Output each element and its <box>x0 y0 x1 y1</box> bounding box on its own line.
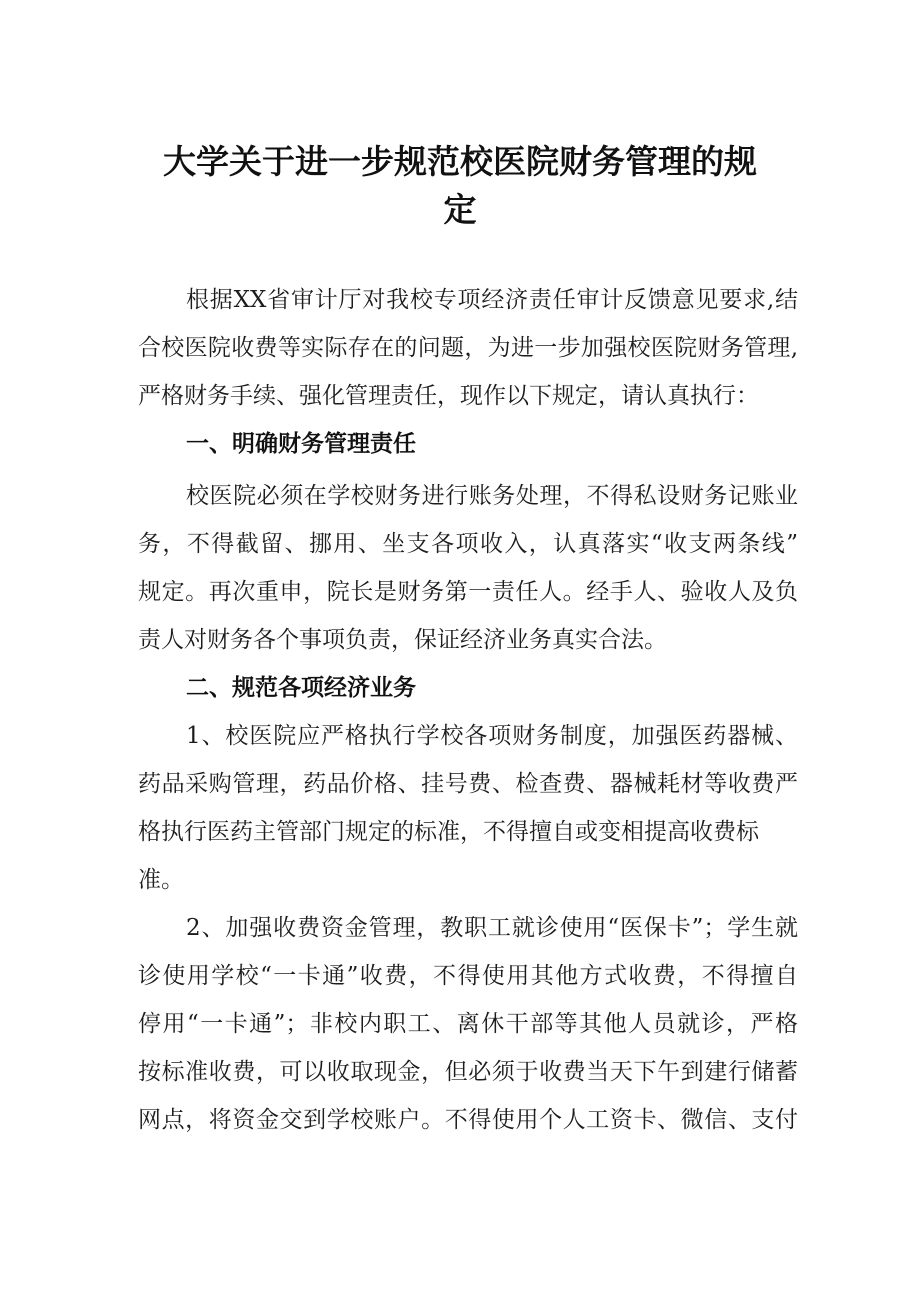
item-2-line-5: 网点，将资金交到学校账户。不得使用个人工资卡、微信、支付 <box>138 1107 798 1133</box>
section-1-line-2: 务，不得截留、挪用、坐支各项收入，认真落实“收支两条线” <box>138 531 798 557</box>
item-2-line-3: 停用“一卡通”；非校内职工、离休干部等其他人员就诊，严格 <box>138 1011 798 1037</box>
item-2-line-2: 诊使用学校“一卡通”收费，不得使用其他方式收费，不得擅自 <box>138 963 798 989</box>
section-1-line-1: 校医院必须在学校财务进行账务处理，不得私设财务记账业 <box>186 483 798 509</box>
document-title-line-2: 定 <box>443 190 477 229</box>
document-title-line-1: 大学关于进一步规范校医院财务管理的规 <box>163 142 757 181</box>
item-1-line-2: 药品采购管理，药品价格、挂号费、检查费、器械耗材等收费严 <box>138 771 798 797</box>
item-1-line-3: 格执行医药主管部门规定的标准，不得擅自或变相提高收费标 <box>138 819 759 845</box>
section-1-line-4: 责人对财务各个事项负责，保证经济业务真实合法。 <box>138 627 667 653</box>
section-1-line-3: 规定。再次重申，院长是财务第一责任人。经手人、验收人及负 <box>138 579 798 605</box>
item-2-line-4: 按标准收费，可以收取现金，但必须于收费当天下午到建行储蓄 <box>138 1059 798 1085</box>
item-2-line-1: 2、加强收费资金管理，教职工就诊使用“医保卡”；学生就 <box>186 915 798 941</box>
item-1-line-1: 1、校医院应严格执行学校各项财务制度，加强医药器械、 <box>186 723 798 749</box>
section-1-heading: 一、明确财务管理责任 <box>186 431 416 457</box>
section-2-heading: 二、规范各项经济业务 <box>186 675 416 701</box>
intro-line-3: 严格财务手续、强化管理责任，现作以下规定，请认真执行： <box>138 383 759 409</box>
intro-line-2: 合校医院收费等实际存在的问题，为进一步加强校医院财务管理, <box>138 335 798 361</box>
intro-line-1: 根据XX省审计厅对我校专项经济责任审计反馈意见要求,结 <box>186 287 798 313</box>
item-1-line-4: 准。 <box>138 867 184 893</box>
